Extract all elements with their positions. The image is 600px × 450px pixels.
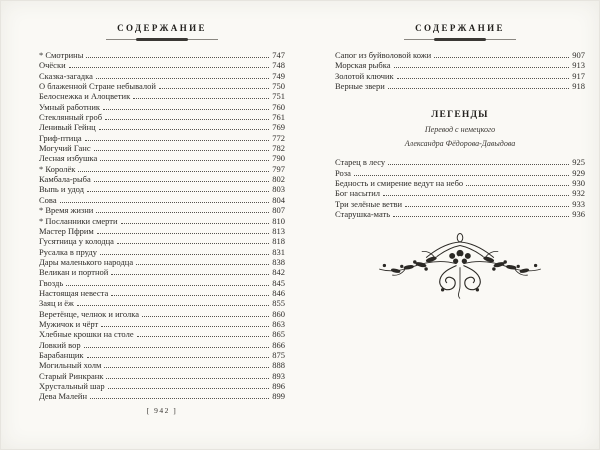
toc-entry-title: Гвоздь [39,277,64,288]
toc-page-left [39,23,285,415]
toc-entry-title: Очёски [39,60,66,71]
toc-entry [39,215,285,225]
toc-entry-page: 866 [272,339,285,350]
toc-entry [39,339,285,349]
toc-entry [39,349,285,359]
toc-entry-page: 802 [272,174,285,185]
toc-entry-page: 893 [272,370,285,381]
toc-entry-title: * Королёк [39,163,76,174]
toc-entry-title: Русалка в пруду [39,246,97,257]
dot-leader [111,287,269,296]
toc-entry-title: * Посланники смерти [39,215,118,226]
toc-entry-title: Мужичок и чёрт [39,318,99,329]
toc-entry-page: 750 [272,81,285,92]
toc-entry [39,235,285,245]
dot-leader [106,370,269,379]
toc-entry-page: 760 [272,101,285,112]
dot-leader [104,359,269,368]
dot-leader [87,183,269,192]
toc-list-right [335,49,585,90]
translator-credit-line1: Перевод с немецкого [424,125,496,135]
toc-list-legends [335,156,585,218]
page-title: СОДЕРЖАНИЕ [117,23,207,33]
dot-leader [66,277,269,286]
toc-entry [335,59,585,69]
toc-entry-title: Хлебные крошки на столе [39,329,134,340]
dot-leader [105,111,269,120]
dot-leader [405,198,569,207]
toc-entry-page: 831 [272,246,285,257]
toc-entry-page: 888 [272,360,285,371]
toc-entry-page: 929 [572,167,585,178]
toc-entry-title: Верные звери [335,81,385,92]
toc-entry-title: Могучий Ганс [39,143,91,154]
dot-leader [94,142,270,151]
dot-leader [96,204,269,213]
toc-entry [39,132,285,142]
toc-entry-page: 761 [272,112,285,123]
dot-leader [97,225,269,234]
toc-entry-page: 933 [572,198,585,209]
toc-entry [335,70,585,80]
toc-entry [39,308,285,318]
toc-entry-title: Камбала-рыба [39,174,91,185]
toc-entry-title: Бедность и смирение ведут на небо [335,178,464,189]
toc-entry-title: Морская рыбка [335,60,391,71]
toc-entry-title: Дары маленького народца [39,256,134,267]
dot-leader [117,235,269,244]
toc-entry-title: Заяц и ёж [39,298,74,309]
toc-entry-title: Белоснежка и Алоцветик [39,91,131,102]
toc-entry-page: 917 [572,70,585,81]
toc-entry [39,183,285,193]
toc-entry [39,370,285,380]
dot-leader [100,152,269,161]
toc-entry-title: Ленивый Гейнц [39,122,96,133]
toc-entry [39,70,285,80]
toc-entry [39,287,285,297]
dot-leader [86,49,269,58]
toc-entry-page: 925 [572,157,585,168]
toc-entry [39,59,285,69]
toc-entry-title: Настоящая невеста [39,287,109,298]
toc-entry-page: 804 [272,194,285,205]
dot-leader [133,90,269,99]
header-rule [404,38,516,41]
ornament-container [335,229,585,307]
dot-leader [136,256,269,265]
toc-entry-page: 747 [272,50,285,60]
dot-leader [466,177,569,186]
toc-entry-title: Мастер Пфрим [39,225,94,236]
toc-entry [39,390,285,400]
dot-leader [90,390,269,399]
toc-entry-title: Бог насытил [335,188,381,199]
toc-entry [39,121,285,131]
toc-entry [39,297,285,307]
dot-leader [77,297,269,306]
dot-leader [394,59,570,68]
dot-leader [60,194,270,203]
toc-entry-page: 748 [272,60,285,71]
toc-entry [39,266,285,276]
toc-entry [335,177,585,187]
toc-entry [335,208,585,218]
toc-entry-page: 845 [272,277,285,288]
toc-entry [335,156,585,166]
section-heading-legends: ЛЕГЕНДЫ [431,110,489,121]
dot-leader [96,70,269,79]
toc-entry-title: Гриф-птица [39,132,82,143]
toc-entry-title: Барабанщик [39,349,84,360]
dot-leader [78,163,269,172]
dot-leader [99,121,270,130]
toc-entry-title: Гусятница у колодца [39,236,114,247]
toc-entry-page: 846 [272,287,285,298]
translator-credit-line2: Александра Фёдорова-Давыдова [404,138,516,148]
toc-entry-title: Старушка-мать [335,209,391,220]
toc-entry [39,90,285,100]
toc-entry-title: Великан и портной [39,267,109,278]
toc-entry-page: 772 [272,132,285,143]
toc-entry-title: Сапог из буйволовой кожи [335,50,432,60]
toc-entry [39,380,285,390]
toc-entry-title: Ловкий вор [39,339,81,350]
page-title: СОДЕРЖАНИЕ [415,23,505,33]
toc-entry-page: 860 [272,308,285,319]
dot-leader [159,80,269,89]
toc-entry [39,101,285,111]
toc-entry [39,194,285,204]
toc-entry-title: Стеклянный гроб [39,112,103,123]
toc-entry-page: 896 [272,381,285,391]
toc-entry-page: 751 [272,91,285,102]
dot-leader [103,101,269,110]
toc-entry [39,328,285,338]
toc-entry-title: Роза [335,167,351,178]
toc-entry-page: 930 [572,178,585,189]
dot-leader [84,339,270,348]
toc-entry-page: 818 [272,236,285,247]
toc-entry-title: * Смотрины [39,50,84,60]
toc-entry-page: 749 [272,70,285,81]
toc-entry [39,80,285,90]
toc-entry [335,80,585,90]
toc-entry-title: Золотой ключик [335,70,394,81]
toc-entry [335,187,585,197]
toc-entry-page: 936 [572,209,585,220]
toc-entry-page: 782 [272,143,285,154]
toc-entry-title: Три зелёные ветви [335,198,403,209]
header-rule [106,38,218,41]
dot-leader [111,266,269,275]
toc-entry [335,49,585,59]
toc-entry-page: 842 [272,267,285,278]
toc-entry-title: Старец в лесу [335,157,386,168]
dot-leader [383,187,569,196]
toc-entry [39,152,285,162]
dot-leader [142,308,269,317]
dot-leader [137,328,270,337]
toc-entry-title: Дева Малейн [39,391,87,402]
toc-entry [39,256,285,266]
toc-entry-page: 769 [272,122,285,133]
dot-leader [69,59,270,68]
toc-entry [39,277,285,287]
toc-entry [39,225,285,235]
toc-entry-page: 803 [272,184,285,195]
toc-entry-title: Выпь и удод [39,184,84,195]
toc-entry-page: 918 [572,81,585,92]
dot-leader [397,70,570,79]
toc-entry-page: 863 [272,318,285,329]
dot-leader [101,318,269,327]
toc-entry-title: Хрустальный шар [39,381,105,391]
dot-leader [434,49,569,58]
toc-entry-title: * Время жизни [39,205,94,216]
toc-entry-page: 913 [572,60,585,71]
toc-entry [335,198,585,208]
toc-entry-page: 865 [272,329,285,340]
dot-leader [121,215,270,224]
toc-entry-page: 932 [572,188,585,199]
dot-leader [388,156,569,165]
dot-leader [85,132,270,141]
toc-entry [39,49,285,59]
toc-list-left [39,49,285,401]
toc-entry [39,163,285,173]
toc-entry-page: 790 [272,153,285,164]
toc-entry-title: Веретёнце, челнок и иголка [39,308,140,319]
toc-entry-title: Умный работник [39,101,101,112]
dot-leader [100,246,269,255]
toc-entry [39,173,285,183]
toc-entry-page: 813 [272,225,285,236]
toc-entry [39,204,285,214]
toc-page-right [335,23,585,307]
dot-leader [108,380,270,389]
toc-entry-title: Сказка-загадка [39,70,93,81]
toc-entry-title: Старый Ринкранк [39,370,104,381]
dot-leader [94,173,269,182]
toc-entry [39,111,285,121]
dot-leader [388,80,570,89]
toc-entry-page: 797 [272,163,285,174]
toc-entry-page: 907 [572,50,585,60]
toc-entry-page: 838 [272,256,285,267]
toc-entry [335,167,585,177]
toc-entry [39,359,285,369]
toc-entry-page: 807 [272,205,285,216]
dot-leader [393,208,569,217]
floral-vignette-ornament [373,229,547,302]
folio-number: [ 942 ] [146,406,178,415]
toc-entry-title: Лесная избушка [39,153,98,164]
dot-leader [87,349,270,358]
toc-entry [39,318,285,328]
toc-entry-title: Могильный холм [39,360,102,371]
toc-entry [39,142,285,152]
toc-entry-page: 810 [272,215,285,226]
toc-entry-page: 875 [272,349,285,360]
toc-entry-page: 899 [272,391,285,402]
toc-entry [39,246,285,256]
toc-entry-page: 855 [272,298,285,309]
toc-entry-title: О блаженной Стране небывалой [39,81,156,92]
dot-leader [354,167,569,176]
toc-entry-title: Сова [39,194,57,205]
